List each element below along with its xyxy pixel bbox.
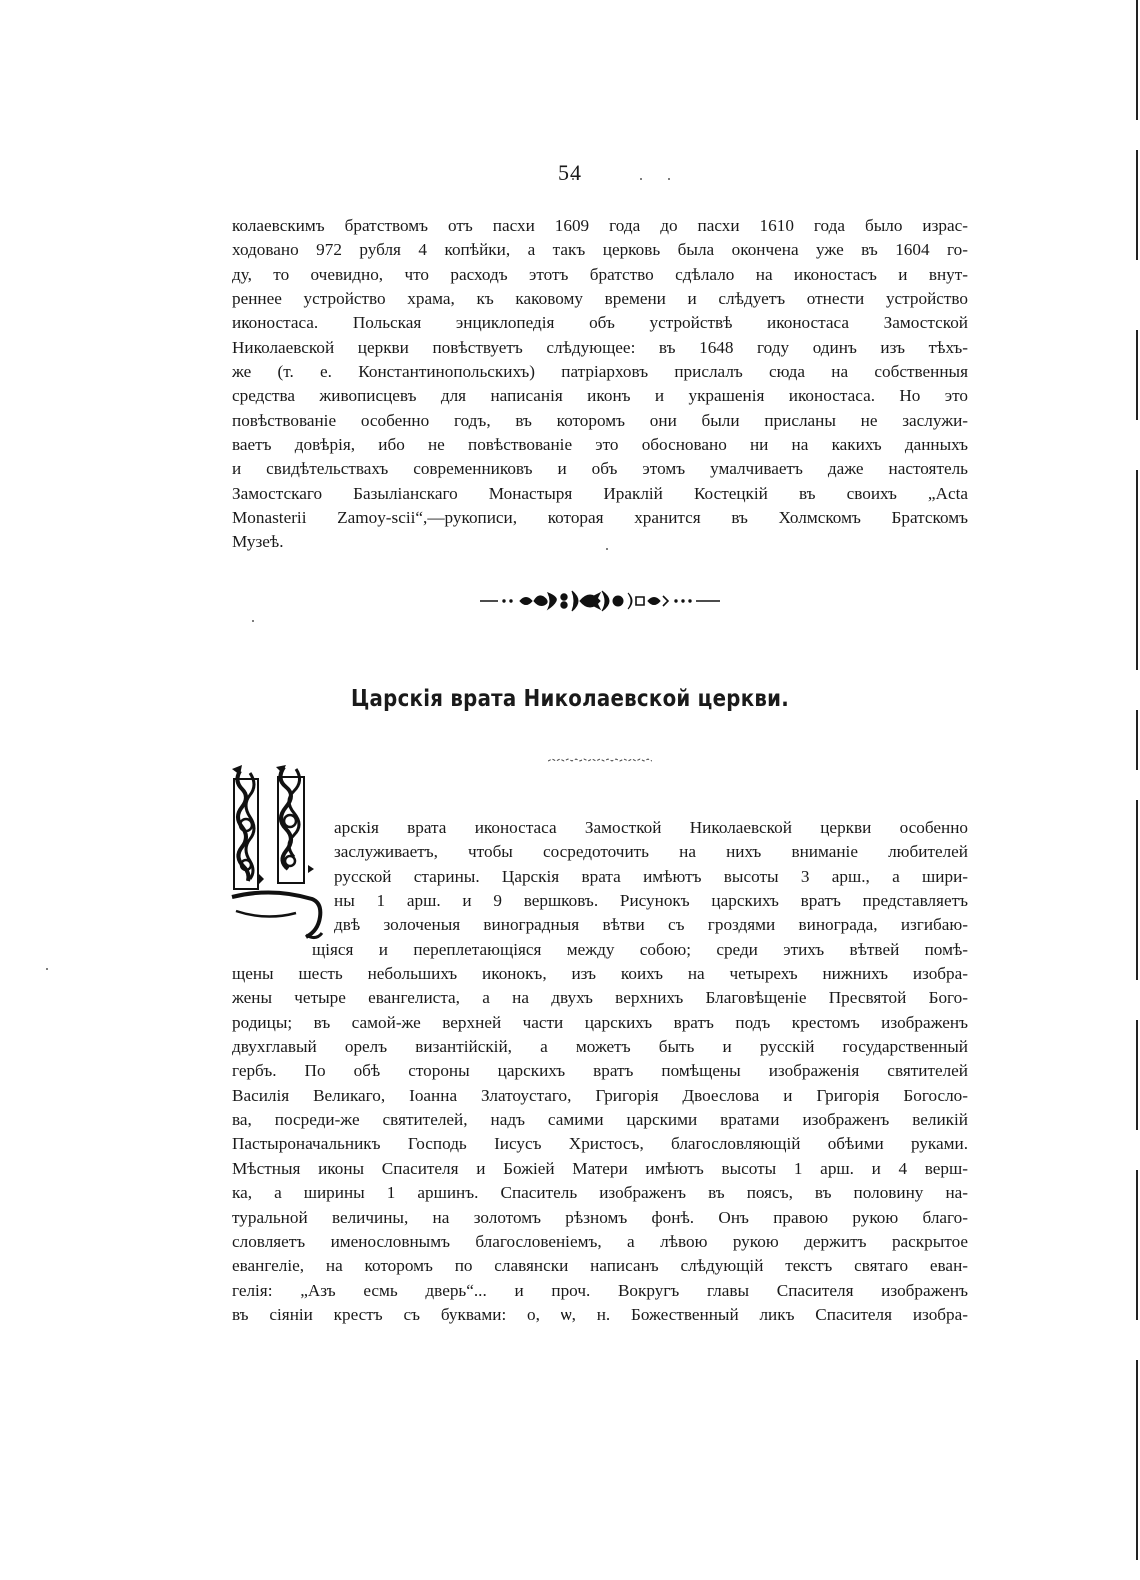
text-line: русской старины. Царскія врата имѣютъ высоты 3 арш., а шири- — [334, 866, 968, 886]
text-line: ду, то очевидно, что расходъ этотъ братство сдѣлало на иконостасъ и внут- — [232, 264, 968, 284]
scan-edge-line — [1136, 1360, 1138, 1560]
text-line: словляетъ именословнымъ благословеніемъ, а лѣвою рукою держитъ раскрытое — [232, 1231, 968, 1251]
text-line: жены четыре евангелиста, а на двухъ верхнихъ Благовѣщеніе Пресвятой Бого- — [232, 988, 968, 1008]
text-line: ва, посреди-же святителей, надъ самими царскими вратами изображенъ великій — [232, 1110, 968, 1130]
text-line: Музеѣ. — [232, 532, 284, 552]
text-line: Замостскаго Базыліанскаго Монастыря Ираклій Костецкій въ своихъ „Acta — [232, 483, 968, 503]
ornament-divider — [480, 587, 720, 615]
text-line: двухглавый орелъ византійскій, а можетъ быть и русскій государственный — [232, 1037, 968, 1057]
text-line: реннее устройство храма, къ каковому времени и слѣдуетъ отнести устройство — [232, 289, 968, 309]
text-line: щены шесть небольшихъ иконокъ, изъ коихъ на четырехъ нижнихъ изобра- — [232, 964, 968, 984]
text-line: ны 1 арш. и 9 вершковъ. Рисунокъ царскихъ вратъ представляетъ — [334, 891, 968, 911]
text-line: арскія врата иконостаса Замосткой Николаевской церкви особенно — [334, 818, 968, 837]
text-line: же (т. е. Константинопольскихъ) патріарховъ прислалъ сюда на собственныя — [232, 362, 968, 382]
scan-edge-line — [1136, 1020, 1138, 1130]
text-line: иконостаса. Польская энциклопедія объ устройствѣ иконостаса Замостской — [232, 313, 968, 333]
text-line: Василія Великаго, Іоанна Златоустаго, Григорія Двоеслова и Григорія Богосло- — [232, 1085, 968, 1105]
text-line: Пастыроначальникъ Господь Іисусъ Христосъ, благословляющій обѣими руками. — [232, 1134, 968, 1154]
scan-edge-line — [1136, 0, 1138, 120]
page-number: 54 — [558, 160, 582, 185]
scan-edge-line — [1136, 470, 1138, 670]
text-line: двѣ золоченыя виноградныя вѣтви съ гроздями винограда, изгибаю- — [334, 915, 968, 935]
dotted-rule — [548, 757, 652, 763]
text-line: евангеліе, на которомъ по славянски написанъ слѣдующій текстъ святаго еван- — [232, 1256, 968, 1276]
text-line: Monasterii Zamoy-scii“,—рукописи, которая хранится въ Холмскомъ Братскомъ — [232, 508, 968, 528]
paragraph-royal-doors — [232, 816, 968, 1327]
text-line: ходовано 972 рубля 4 копѣйки, а такъ церковь была окончена уже въ 1604 го- — [232, 240, 968, 260]
scan-edge-line — [1136, 1170, 1138, 1320]
text-line: гелія: „Азъ есмь дверь“... и проч. Вокругъ главы Спасителя изображенъ — [232, 1280, 968, 1300]
text-line: колаевскимъ братствомъ отъ пасхи 1609 года до пасхи 1610 года было израс- — [232, 216, 968, 235]
text-line: въ сіяніи крестъ съ буквами: о, ѡ, н. Божественный ликъ Спасителя изобра- — [232, 1304, 968, 1324]
text-line: заслуживаетъ, чтобы сосредоточить на нихъ вниманіе любителей — [334, 842, 968, 862]
scan-edge-line — [1136, 800, 1138, 980]
text-line: и свидѣтельствахъ современниковъ и объ этомъ умалчиваетъ даже настоятель — [232, 459, 968, 479]
scan-speck — [46, 968, 48, 970]
paragraph-church-history — [232, 214, 968, 555]
text-line: Мѣстныя иконы Спасителя и Божіей Матери имѣютъ высоты 1 арш. и 4 верш- — [232, 1158, 968, 1178]
text-line: щіяся и переплетающіяся между собою; среди этихъ вѣтвей помѣ- — [312, 939, 968, 959]
scan-edge-line — [1136, 330, 1138, 420]
section-heading: Царскія врата Николаевской церкви. — [350, 686, 790, 712]
text-line: туральной величины, на золотомъ рѣзномъ фонѣ. Онъ правою рукою благо- — [232, 1207, 968, 1227]
text-line: гербъ. По обѣ стороны царскихъ вратъ помѣщены изображенія святителей — [232, 1061, 968, 1081]
text-line: средства живописцевъ для написанія иконъ и украшенія иконостаса. Но это — [232, 386, 968, 406]
scan-edge-line — [1136, 710, 1138, 770]
text-line: ваетъ довѣрія, ибо не повѣствованіе это обосновано ни на какихъ данныхъ — [232, 435, 968, 455]
scan-speck — [252, 620, 254, 622]
text-line: Николаевской церкви повѣствуетъ слѣдующее: въ 1648 году одинъ изъ тѣхъ- — [232, 337, 968, 357]
text-line: родицы; въ самой-же верхней части царскихъ вратъ подъ крестомъ изображенъ — [232, 1012, 968, 1032]
text-line: ка, а ширины 1 аршинъ. Спаситель изображенъ въ поясъ, въ половину на- — [232, 1183, 968, 1203]
text-line: повѣствованіе особенно годъ, въ которомъ они были присланы не заслужи- — [232, 410, 968, 430]
